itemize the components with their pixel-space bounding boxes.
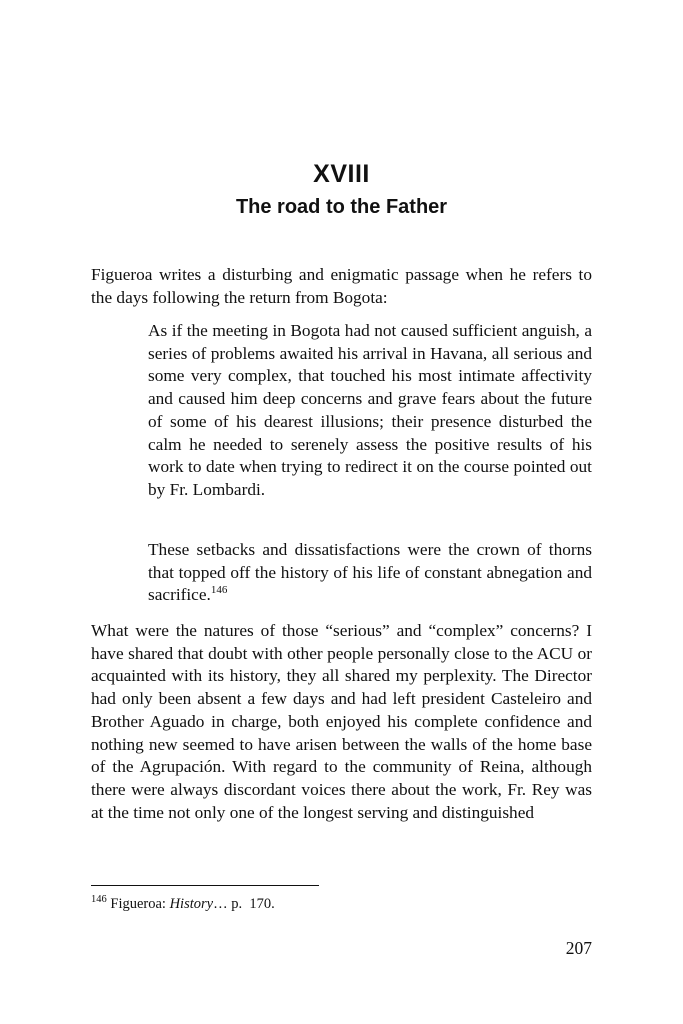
block-quote-paragraph-2 xyxy=(148,539,592,607)
footnote-divider xyxy=(91,885,319,886)
intro-paragraph xyxy=(91,264,592,309)
page-number: 207 xyxy=(565,938,592,958)
block-quote-paragraph-2-wrapper xyxy=(148,539,592,607)
block-quote-paragraph-1 xyxy=(148,320,592,502)
footnote-author: Figueroa: xyxy=(110,896,166,912)
footnote xyxy=(91,894,592,914)
main-paragraph-text: What were the natures of those “serious” and “complex” concerns? I have shared that doubt with other people personally close to the ACU or acquainted with its history, they all shared my perplexity. The Director had only been absent a few days and had left president Casteleiro and Brother Aguado in charge, both enjoyed his complete confidence and nothing new seemed to have arisen between the walls of the home base of the Agrupación. With regard to the community of Reina, although there were always discordant voices there about the work, Fr. Rey was at the time not only one of the longest serving and distinguished xyxy=(91,621,592,822)
main-paragraph xyxy=(91,620,592,824)
footnote-work-title: History xyxy=(169,896,214,912)
chapter-title: The road to the Father xyxy=(235,196,448,218)
chapter-number: XVIII xyxy=(313,160,370,188)
footnote-number: 146 xyxy=(91,894,107,905)
footnote-page-ref: … p. 170. xyxy=(213,896,275,912)
block-quote-paragraph-2-text: These setbacks and dissatisfactions were the crown of thorns that topped off the history of his life of constant abnegation and sacrifice. xyxy=(148,540,592,605)
block-quote-paragraph-1-text: As if the meeting in Bogota had not caused sufficient anguish, a series of problems awaited his arrival in Havana, all serious and some very complex, that touched his most intimate affectivity and caused him deep concerns and grave fears about the future of some of his dearest illusions; their presence disturbed the calm he needed to serenely assess the positive results of his work to date when trying to redirect it on the course pointed out by Fr. Lombardi. xyxy=(148,321,592,499)
footnote-reference[interactable]: 146 xyxy=(210,584,228,597)
intro-paragraph-text: Figueroa writes a disturbing and enigmatic passage when he refers to the days following the return from Bogota: xyxy=(91,265,592,307)
